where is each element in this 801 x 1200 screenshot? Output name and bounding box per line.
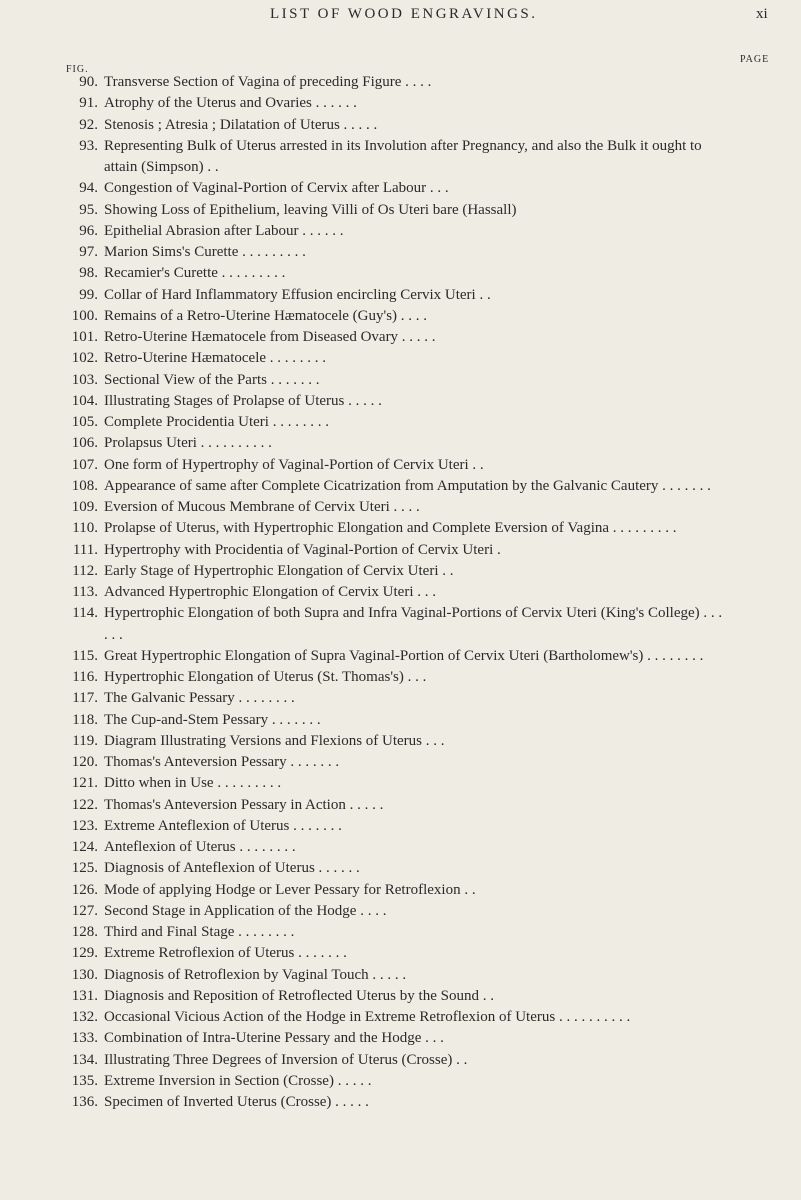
figure-caption: Collar of Hard Inflammatory Effusion encircling Cervix Uteri . . (104, 286, 491, 303)
figure-caption: Stenosis ; Atresia ; Dilatation of Uterus . . . . . (104, 116, 378, 133)
figure-number: 116. (72, 669, 98, 685)
figure-caption: One form of Hypertrophy of Vaginal-Portion of Cervix Uteri . . (104, 456, 484, 473)
list-item (0, 476, 801, 497)
figure-number: 106. (71, 435, 98, 452)
figure-caption: Third and Final Stage . . . . . . . . (104, 924, 295, 940)
figure-caption: Representing Bulk of Uterus arrested in its Involution after Pregnancy, and also the Bulk it ought to attain (Simpson) . . (104, 137, 702, 175)
figure-caption: Occasional Vicious Action of the Hodge in Extreme Retroflexion of Uterus . . . . . . . . . . (104, 1009, 631, 1025)
figure-caption: Mode of applying Hodge or Lever Pessary for Retroflexion . . (104, 881, 476, 898)
figure-caption: Second Stage in Application of the Hodge . . . . (104, 902, 387, 919)
figure-caption: Hypertrophy with Procidentia of Vaginal-Portion of Cervix Uteri . (104, 541, 501, 558)
list-item (0, 943, 801, 964)
figure-caption: Sectional View of the Parts . . . . . . . (104, 371, 320, 388)
figure-number: 127. (71, 902, 98, 919)
figure-number: 93. (79, 137, 98, 154)
list-item (0, 540, 801, 561)
list-item (0, 1028, 801, 1049)
figure-caption: Anteflexion of Uterus . . . . . . . . (104, 839, 296, 855)
list-item (0, 922, 801, 943)
figure-number: 91. (79, 95, 98, 112)
figure-number: 117. (72, 690, 98, 707)
figure-caption: Diagnosis of Anteflexion of Uterus . . . . . . (104, 860, 360, 877)
list-item (0, 1092, 801, 1113)
figure-caption: Marion Sims's Curette . . . . . . . . . (104, 244, 306, 260)
figure-caption: Retro-Uterine Hæmatocele from Diseased Ovary . . . . . (104, 329, 436, 345)
figure-caption: The Cup-and-Stem Pessary . . . . . . . (104, 711, 321, 728)
figure-caption: Illustrating Three Degrees of Inversion of Uterus (Crosse) . . (104, 1051, 468, 1068)
figure-number: 136. (71, 1094, 98, 1110)
figure-number: 114. (72, 605, 98, 622)
figure-number: 96. (79, 222, 98, 239)
figure-number: 131. (71, 987, 98, 1004)
list-item (0, 667, 801, 688)
list-item (0, 795, 801, 816)
list-item (0, 178, 801, 199)
figure-number: 108. (71, 477, 98, 494)
list-item (0, 306, 801, 327)
list-item (0, 773, 801, 794)
list-item (0, 518, 801, 539)
figure-caption: Showing Loss of Epithelium, leaving Villi of Os Uteri bare (Hassall) (104, 201, 517, 218)
list-item (0, 370, 801, 391)
page-column-heading: PAGE (740, 54, 770, 65)
figure-caption: Recamier's Curette . . . . . . . . . (104, 265, 286, 282)
list-item (0, 348, 801, 369)
list-item (0, 136, 801, 179)
figure-number: 120. (71, 754, 98, 770)
figure-number: 103. (71, 371, 98, 388)
figure-number: 109. (71, 499, 98, 515)
figure-caption: Remains of a Retro-Uterine Hæmatocele (Guy's) . . . . (104, 307, 428, 324)
list-item (0, 327, 801, 348)
list-item (0, 242, 801, 263)
column-headings (0, 54, 801, 74)
figure-caption: Eversion of Mucous Membrane of Cervix Uteri . . . . (104, 499, 420, 515)
figure-caption: Extreme Retroflexion of Uterus . . . . . . . (104, 945, 347, 962)
figure-number: 130. (71, 966, 98, 983)
figure-number: 97. (79, 244, 98, 260)
list-item (0, 752, 801, 773)
list-item (0, 1050, 801, 1071)
list-item (0, 858, 801, 879)
figure-caption: Congestion of Vaginal-Portion of Cervix after Labour . . . (104, 180, 449, 197)
page-reference (726, 0, 766, 1113)
list-item (0, 263, 801, 284)
engraving-list (0, 72, 801, 1113)
list-item (0, 285, 801, 306)
figure-number: 92. (79, 116, 98, 133)
list-item (0, 433, 801, 454)
figure-number: 107. (71, 456, 98, 473)
figure-number: 126. (71, 881, 98, 898)
figure-number: 102. (71, 350, 98, 367)
figure-caption: Prolapsus Uteri . . . . . . . . . . (104, 435, 272, 452)
list-item (0, 561, 801, 582)
list-item (0, 880, 801, 901)
list-item (0, 200, 801, 221)
figure-number: 100. (71, 307, 98, 324)
figure-number: 111. (72, 541, 98, 558)
figure-caption: Hypertrophic Elongation of Uterus (St. Thomas's) . . . (104, 669, 427, 685)
list-item (0, 816, 801, 837)
figure-caption: Diagnosis of Retroflexion by Vaginal Touch . . . . . (104, 966, 407, 983)
figure-number: 112. (72, 562, 98, 579)
figure-number: 90. (79, 74, 98, 90)
list-item (0, 731, 801, 752)
list-item (0, 93, 801, 114)
figure-caption: Great Hypertrophic Elongation of Supra Vaginal-Portion of Cervix Uteri (Bartholomew's) . . . . . . . . (104, 647, 704, 664)
figure-number: 125. (71, 860, 98, 877)
list-item (0, 455, 801, 476)
figure-number: 110. (72, 520, 98, 537)
figure-caption: Advanced Hypertrophic Elongation of Cervix Uteri . . . (104, 584, 436, 600)
list-item (0, 115, 801, 136)
list-item (0, 710, 801, 731)
figure-number: 98. (79, 265, 98, 282)
list-item (0, 1071, 801, 1092)
figure-number: 132. (71, 1009, 98, 1025)
list-item (0, 986, 801, 1007)
figure-caption: Diagram Illustrating Versions and Flexions of Uterus . . . (104, 732, 445, 749)
figure-number: 122. (71, 796, 98, 813)
figure-caption: Extreme Anteflexion of Uterus . . . . . . . (104, 817, 342, 834)
figure-caption: Epithelial Abrasion after Labour . . . . . . (104, 222, 344, 239)
list-item (0, 837, 801, 858)
figure-caption: Extreme Inversion in Section (Crosse) . . . . . (104, 1072, 372, 1089)
figure-caption: Appearance of same after Complete Cicatrization from Amputation by the Galvanic Cautery . . . . . . . (104, 477, 711, 494)
list-item (0, 688, 801, 709)
figure-number: 133. (71, 1030, 98, 1047)
list-item (0, 582, 801, 603)
figure-number: 94. (79, 180, 98, 197)
figure-number: 134. (71, 1051, 98, 1068)
figure-caption: Specimen of Inverted Uterus (Crosse) . . . . . (104, 1094, 369, 1110)
list-item (0, 901, 801, 922)
figure-number: 101. (71, 329, 98, 345)
running-header (0, 6, 801, 30)
figure-number: 99. (79, 286, 98, 303)
list-item (0, 965, 801, 986)
figure-number: 105. (71, 414, 98, 430)
figure-number: 119. (72, 732, 98, 749)
fig-column-heading: FIG. (66, 64, 89, 75)
figure-caption: Atrophy of the Uterus and Ovaries . . . . . . (104, 95, 357, 112)
figure-caption: Ditto when in Use . . . . . . . . . (104, 775, 282, 792)
list-item (0, 1007, 801, 1028)
figure-number: 124. (71, 839, 98, 855)
figure-number: 123. (71, 817, 98, 834)
list-item (0, 646, 801, 667)
figure-caption: Illustrating Stages of Prolapse of Uterus . . . . . (104, 392, 382, 409)
header-title: LIST OF WOOD ENGRAVINGS. (270, 6, 538, 22)
figure-caption: Thomas's Anteversion Pessary in Action . . . . . (104, 796, 384, 813)
figure-caption: Thomas's Anteversion Pessary . . . . . . . (104, 754, 340, 770)
figure-number: 118. (72, 711, 98, 728)
header-page-number: xi (756, 6, 768, 22)
figure-caption: Complete Procidentia Uteri . . . . . . . . (104, 414, 329, 430)
list-item (0, 603, 801, 646)
figure-caption: Retro-Uterine Hæmatocele . . . . . . . . (104, 350, 327, 367)
figure-caption: Combination of Intra-Uterine Pessary and the Hodge . . . (104, 1030, 444, 1047)
figure-number: 115. (72, 647, 98, 664)
figure-caption: The Galvanic Pessary . . . . . . . . (104, 690, 295, 707)
figure-number: 113. (72, 584, 98, 600)
figure-number: 104. (71, 392, 98, 409)
figure-caption: Hypertrophic Elongation of both Supra and Infra Vaginal-Portions of Cervix Uteri (King's College) . . . . . . (104, 605, 723, 643)
figure-caption: Diagnosis and Reposition of Retroflected Uterus by the Sound . . (104, 987, 494, 1004)
figure-number: 121. (71, 775, 98, 792)
list-item (0, 72, 801, 93)
list-item (0, 391, 801, 412)
figure-number: 128. (71, 924, 98, 940)
list-item (0, 497, 801, 518)
list-item (0, 221, 801, 242)
figure-caption: Prolapse of Uterus, with Hypertrophic Elongation and Complete Eversion of Vagina . . . . . . . . . (104, 520, 677, 537)
list-item (0, 412, 801, 433)
figure-caption: Transverse Section of Vagina of preceding Figure . . . . (104, 74, 432, 90)
figure-number: 135. (71, 1072, 98, 1089)
figure-number: 95. (79, 201, 98, 218)
figure-number: 129. (71, 945, 98, 962)
figure-caption: Early Stage of Hypertrophic Elongation of Cervix Uteri . . (104, 562, 454, 579)
